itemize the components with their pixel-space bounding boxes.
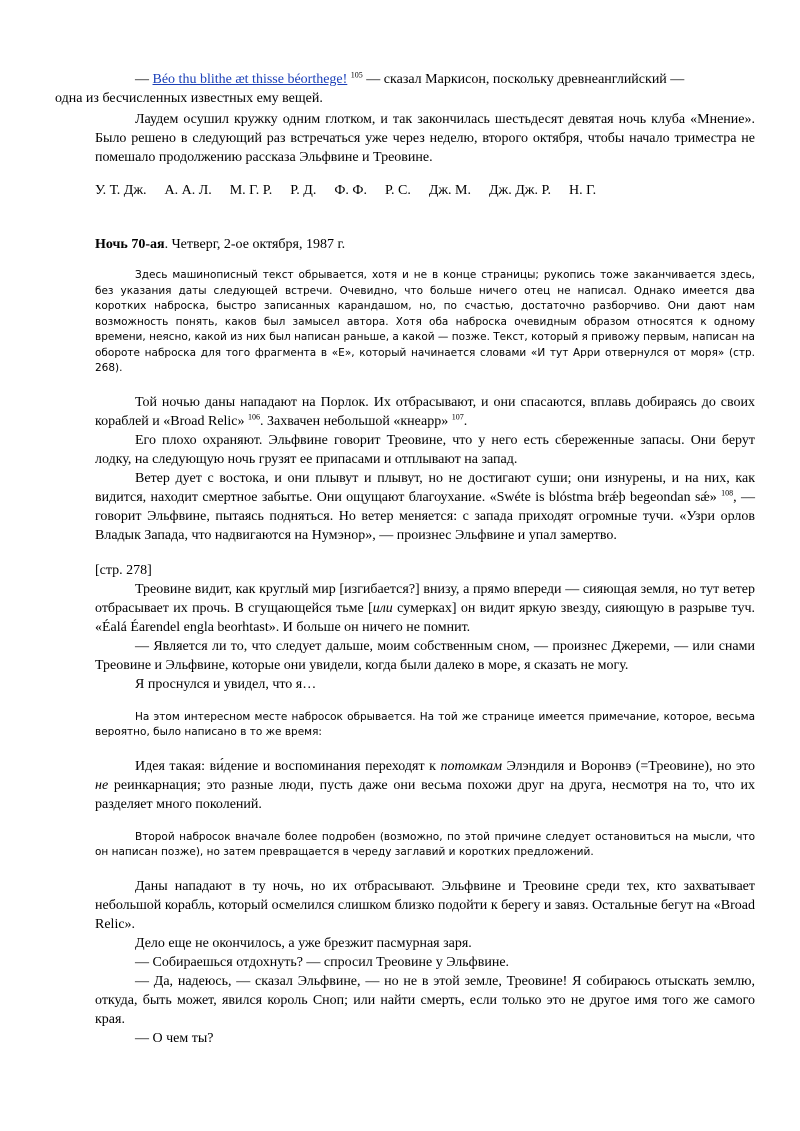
- editor-note-3: Второй набросок вначале более подробен (возможно, по этой причине следует остановиться на мысли, что он написан позже), но затем превращается в череду заглавий и коротких предложений.: [95, 830, 755, 858]
- document-page: [55, 70, 756, 1048]
- editor-note-1: Здесь машинописный текст обрывается, хотя и не в конце страницы; рукопись тоже заканчивается здесь, без указания даты следующей встречи. Очевидно, что больше ничего отец не написал. Однако имеется два коротких наброска, быстро записанных карандашом, но, по счастью, достаточно разборчиво. Они дают нам возможность понять, каков был замысел автора. Хотя оба наброска очевидным образом относятся к одному времени, неясно, какой из них был написан раньше, а какой — позже. Текст, который я привожу первым, написан на обороте наброска для того фрагмента в «Е», который начинается словами «И тут Арри отвернулся от моря» (стр. 268).: [95, 269, 755, 374]
- story-paragraph: — Является ли то, что следует дальше, моим собственным сном, — произнес Джереми, — или снами Треовине и Эльфвине, которые они увидели, когда были далеко в море, я сказать не могу.: [95, 638, 755, 673]
- story-paragraph: Его плохо охраняют. Эльфвине говорит Треовине, что у него есть сбереженные запасы. Они берут лодку, на следующую ночь грузят ее припасами и отплывают на запад.: [95, 432, 755, 467]
- story-section-2: [95, 580, 755, 694]
- page-marker: [стр. 278]: [95, 562, 152, 578]
- signature: Р. С.: [384, 183, 411, 198]
- footnote-ref-107[interactable]: 107: [451, 411, 464, 421]
- signature: Н. Г.: [568, 183, 597, 198]
- story-paragraph: — Да, надеюсь, — сказал Эльфвине, — но не в этой земле, Треовине! Я собираюсь отыскать землю, откуда, быть может, явился король Сноп; или найти смерть, если только это не другое имя того же самого края.: [95, 973, 755, 1027]
- story-paragraph: Даны нападают в ту ночь, но их отбрасывают. Эльфвине и Треовине среди тех, кто захватывает небольшой корабль, который осмелился слишком близко подойти к берегу и завяз. Остальные бегут на «Broad Relic».: [95, 878, 755, 932]
- signature: Р. Д.: [290, 183, 317, 198]
- quote-paragraph: — Béo thu blithe æt thisse béorthege! $^{105}$ — сказал Маркисон, поскольку древнеанглийский — одна из бесчисленных известных ему вещей.: [55, 70, 685, 106]
- quote-paragraph-line2: одна из бесчисленных известных ему вещей.: [55, 91, 323, 106]
- story-paragraph: Дело еще не окончилось, а уже брезжит пасмурная заря.: [135, 935, 472, 951]
- signature: У. Т. Дж.: [95, 183, 147, 198]
- story-section-3: [95, 877, 755, 1048]
- idea-paragraph: Идея такая: ви́дение и воспоминания переходят к потомкам Элэндиля и Воронвэ (=Треовине), но это не реинкарнация; это разные люди, пусть даже они весьма похожи друг на друга, несмотря на то, что их разделяет много поколений.: [95, 758, 755, 812]
- story-paragraph: — Собираешься отдохнуть? — спросил Треовине у Эльфвине.: [135, 954, 510, 970]
- story-section-1: [95, 393, 755, 545]
- signatures-row: [95, 183, 755, 199]
- night-heading: Ночь 70-ая. Четверг, 2-ое октября, 1987 г.: [95, 237, 346, 252]
- story-paragraph: Я проснулся и увидел, что я…: [135, 676, 317, 692]
- story-paragraph: Той ночью даны нападают на Порлок. Их отбрасывают, и они спасаются, вплавь добираясь до своих кораблей и «Broad Relic» $^{106}$. Захвачен небольшой «кнеарр» $^{107}$.: [95, 394, 755, 429]
- signature: М. Г. Р.: [229, 183, 273, 198]
- story-paragraph: — О чем ты?: [135, 1030, 214, 1046]
- story-paragraph: Треовине видит, как круглый мир [изгибается?] внизу, а прямо впереди — сияющая земля, но тут ветер отбрасывает их прочь. В сгущающейся тьме [или сумерках] он видит яркую звезду, сияющую в разрыве туч. «Éalá Éarendel engla beorhtast». И больше он ничего не помнит.: [95, 581, 755, 635]
- footnote-ref-105[interactable]: 105: [350, 70, 363, 80]
- signature: Ф. Ф.: [334, 183, 367, 198]
- closing-paragraph: Лаудем осушил кружку одним глотком, и так закончилась шестьдесят девятая ночь клуба «Мнение». Было решено в следующий раз встречаться уже через неделю, второго октября, чтобы начало триместра не помешало продолжению рассказа Эльфвине и Треовине.: [95, 112, 755, 165]
- signature: Дж. Дж. Р.: [489, 183, 551, 198]
- story-paragraph: Ветер дует с востока, и они плывут и плывут, но не достигают суши; они изнурены, и на них, как видится, находит смертное забытье. Они ощущают благоухание. «Swéte is blóstma brǽþ begeondan sǽ» $^{108}$, — говорит Эльфвине, пытаясь подняться. Но ветер меняется: с запада приходят огромные тучи. «Узри орлов Владык Запада, что надвигаются на Нумэнор», — произнес Эльфвине и упал замертво.: [95, 470, 756, 543]
- signature: А. А. Л.: [164, 183, 212, 198]
- quote-link[interactable]: Béo thu blithe æt thisse béorthege!: [152, 72, 348, 87]
- footnote-ref-106[interactable]: 106: [248, 411, 261, 421]
- night-heading-title: Ночь 70-ая: [95, 237, 165, 252]
- signature: Дж. М.: [428, 183, 471, 198]
- editor-note-2: На этом интересном месте набросок обрывается. На той же странице имеется примечание, которое, весьма вероятно, было написано в то же время:: [95, 710, 755, 738]
- footnote-ref-108[interactable]: 108: [721, 487, 734, 497]
